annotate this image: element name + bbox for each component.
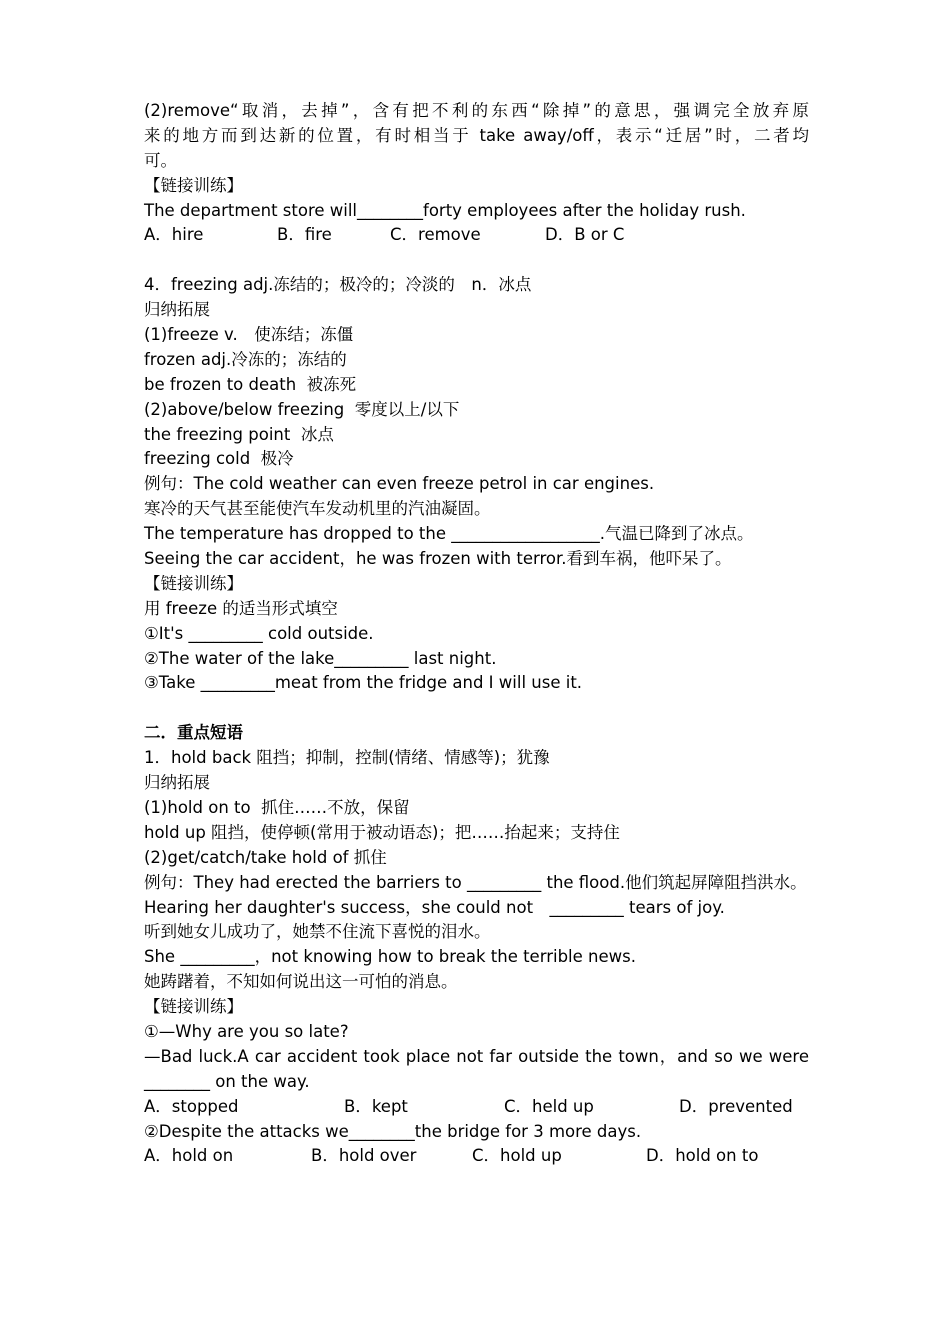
example-sentence: Seeing the car accident，he was frozen with terror.看到车祸，他吓呆了。	[144, 549, 732, 569]
get-hold-of-line: (2)get/catch/take hold of 抓住	[144, 847, 387, 867]
option-c: C．hold up	[472, 1146, 562, 1166]
example-translation: 听到她女儿成功了，她禁不住流下喜悦的泪水。	[144, 922, 491, 942]
option-c: C．held up	[504, 1096, 594, 1116]
example-sentence: 例句：The cold weather can even freeze petrol in car engines.	[144, 474, 655, 494]
hold-back-title: 1．hold back 阻挡；抑制，控制(情绪、情感等)；犹豫	[144, 748, 550, 768]
remove-note-line2: 来的地方而到达新的位置，有时相当于 take away/off，表示“迁居”时，二者均	[144, 125, 809, 145]
option-d: D．hold on to	[646, 1146, 759, 1166]
fill-question: ①It's _________ cold outside.	[144, 623, 374, 643]
summary-label: 归纳拓展	[144, 773, 210, 793]
drill-options	[144, 1095, 809, 1120]
freezing-point-line: the freezing point 冰点	[144, 424, 334, 444]
drill-options	[144, 1144, 809, 1169]
fill-question: ②Despite the attacks we________the bridge for 3 more days.	[144, 1121, 642, 1141]
example-sentence: The temperature has dropped to the __________________.气温已降到了冰点。	[144, 524, 754, 544]
document-page	[144, 99, 809, 1169]
freezing-cold-line: freezing cold 极冷	[144, 449, 294, 469]
option-a: A．hold on	[144, 1146, 234, 1166]
summary-label: 归纳拓展	[144, 300, 210, 320]
option-b: B．hold over	[311, 1146, 417, 1166]
example-sentence: 例句：They had erected the barriers to _________ the flood.他们筑起屏障阻挡洪水。	[144, 872, 807, 892]
freeze-line: (1)freeze v. 使冻结；冻僵	[144, 325, 354, 345]
remove-note-line3: 可。	[144, 150, 177, 170]
example-translation: 她踌躇着，不知如何说出这一可怕的消息。	[144, 972, 458, 992]
remove-note-line1: (2)remove“取消，去掉”，含有把不利的东西“除掉”的意思，强调完全放弃原	[144, 101, 809, 120]
option-b: B．kept	[344, 1096, 408, 1116]
option-a: A．stopped	[144, 1096, 239, 1116]
hold-up-line: hold up 阻挡，使停顿(常用于被动语态)；把……抬起来；支持住	[144, 822, 620, 842]
dialogue-line: —Bad luck.A car accident took place not far outside the town，and so we were	[144, 1046, 809, 1066]
option-b: B．fire	[277, 225, 332, 245]
option-d: D．B or C	[545, 225, 625, 245]
option-a: A．hire	[144, 225, 204, 245]
above-below-line: (2)above/below freezing 零度以上/以下	[144, 399, 460, 419]
example-sentence: She _________，not knowing how to break the terrible news.	[144, 947, 636, 967]
fill-question: ②The water of the lake_________ last night.	[144, 648, 497, 668]
drill-header: 【链接训练】	[144, 997, 243, 1017]
drill-options	[144, 223, 809, 248]
option-c: C．remove	[390, 225, 481, 245]
drill-instruction: 用 freeze 的适当形式填空	[144, 598, 338, 618]
dialogue-line: ________ on the way.	[144, 1071, 310, 1091]
drill-header: 【链接训练】	[144, 175, 243, 195]
option-d: D．prevented	[679, 1096, 793, 1116]
example-translation: 寒冷的天气甚至能使汽车发动机里的汽油凝固。	[144, 499, 491, 519]
fill-question: ③Take _________meat from the fridge and I will use it.	[144, 673, 583, 693]
frozen-death-line: be frozen to death 被冻死	[144, 374, 357, 394]
example-sentence: Hearing her daughter's success，she could not _________ tears of joy.	[144, 897, 725, 917]
frozen-line: frozen adj.冷冻的；冻结的	[144, 349, 347, 369]
drill-question: The department store will________forty employees after the holiday rush.	[144, 200, 746, 220]
freezing-title: 4．freezing adj.冻结的；极冷的；冷淡的 n．冰点	[144, 275, 532, 295]
hold-on-to-line: (1)hold on to 抓住……不放，保留	[144, 797, 410, 817]
drill-header: 【链接训练】	[144, 573, 243, 593]
section-heading: 二．重点短语	[144, 723, 243, 743]
dialogue-line: ①—Why are you so late?	[144, 1021, 349, 1041]
